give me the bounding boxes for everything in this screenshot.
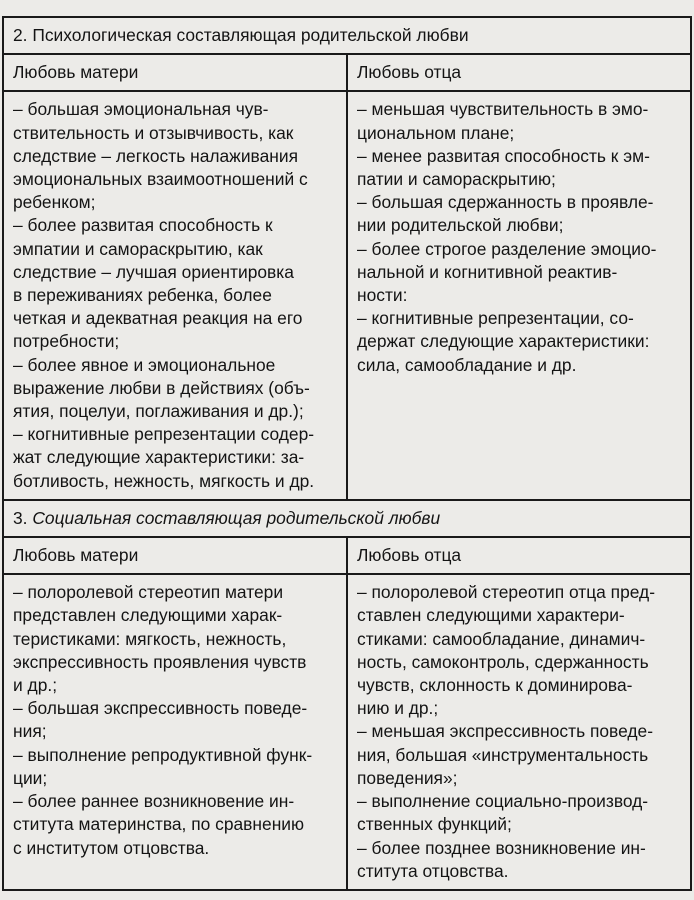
section-3-header-row	[3, 537, 691, 574]
text-line: ции;	[13, 767, 48, 788]
text-line: ности:	[357, 285, 408, 306]
text-line: – более строгое разделение эмоцио-	[357, 238, 657, 259]
text-line: – выполнение социально-производ-	[357, 791, 649, 812]
text-line: ститута материнства, по сравнению	[13, 814, 305, 835]
text-line: – более развитая способность к	[13, 215, 273, 236]
text-line: – большая сдержанность в проявле-	[357, 192, 654, 213]
section-2-mother-cell	[3, 91, 347, 499]
text-line: ственных функций;	[357, 814, 512, 835]
text-line: эмоциональных взаимоотношений с	[13, 169, 308, 190]
text-line: – менее развитая способность к эм-	[357, 145, 650, 166]
text-line: сила, самообладание и др.	[357, 354, 577, 375]
text-line: ребенком;	[13, 192, 96, 213]
text-line: ботливость, нежность, мягкость и др.	[13, 470, 315, 491]
text-line: ния;	[13, 721, 47, 742]
text-line: потребности;	[13, 331, 120, 352]
text-line: ститута отцовства.	[357, 860, 509, 881]
parental-love-table	[2, 16, 692, 891]
section-3-content-row	[3, 574, 691, 890]
text-line: ния, большая «инструментальность	[357, 744, 649, 765]
section-3-title-row	[3, 500, 691, 537]
text-line: ствительность и отзывчивость, как	[13, 122, 294, 143]
text-line: держат следующие характеристики:	[357, 331, 650, 352]
text-line: – полоролевой стереотип матери	[13, 582, 284, 603]
text-line: нии родительской любви;	[357, 215, 564, 236]
section-3-number: 3.	[13, 507, 28, 528]
text-line: эмпатии и самораскрытию, как	[13, 238, 263, 259]
text-line: теристиками: мягкость, нежность,	[13, 628, 287, 649]
text-line: – меньшая чувствительность в эмо-	[357, 99, 649, 120]
text-line: – большая экспрессивность поведе-	[13, 698, 308, 719]
text-line: – более позднее возникновение ин-	[357, 837, 646, 858]
section-3-mother-header: Любовь матери	[3, 537, 347, 574]
section-3-mother-cell	[3, 574, 347, 890]
text-line: патии и самораскрытию;	[357, 169, 556, 190]
text-line: и др.;	[13, 675, 58, 696]
text-line: циональном плане;	[357, 122, 515, 143]
text-line: следствие – легкость налаживания	[13, 145, 298, 166]
section-2-header-row	[3, 54, 691, 91]
text-line: – большая эмоциональная чув-	[13, 99, 269, 120]
text-line: чувств, склонность к доминирова-	[357, 675, 633, 696]
section-3-father-header: Любовь отца	[347, 537, 691, 574]
text-line: с институтом отцовства.	[13, 837, 210, 858]
text-line: нальной и когнитивной реактив-	[357, 261, 618, 282]
section-2-title: 2. Психологическая составляющая родительской любви	[3, 17, 691, 54]
text-line: – когнитивные репрезентации, со-	[357, 308, 634, 329]
text-line: поведения»;	[357, 767, 458, 788]
text-line: – более явное и эмоциональное	[13, 354, 276, 375]
section-2-title-row	[3, 17, 691, 54]
text-line: жат следующие характеристики: за-	[13, 447, 305, 468]
text-line: представлен следующими харак-	[13, 605, 283, 626]
text-line: следствие – лучшая ориентировка	[13, 261, 294, 282]
text-line: четкая и адекватная реакция на его	[13, 308, 303, 329]
section-3-title: Социальная составляющая родительской любви	[32, 507, 441, 528]
text-line: – меньшая экспрессивность поведе-	[357, 721, 654, 742]
text-line: ность, самоконтроль, сдержанность	[357, 651, 649, 672]
text-line: – более раннее возникновение ин-	[13, 791, 295, 812]
section-3-title-cell	[3, 500, 691, 537]
text-line: стиками: самообладание, динамич-	[357, 628, 646, 649]
section-2-content-row	[3, 91, 691, 499]
text-line: ставлен следующими характери-	[357, 605, 625, 626]
text-line: нию и др.;	[357, 698, 439, 719]
section-2-father-header: Любовь отца	[347, 54, 691, 91]
text-line: – когнитивные репрезентации содер-	[13, 424, 315, 445]
section-2-father-cell	[347, 91, 691, 499]
text-line: – полоролевой стереотип отца пред-	[357, 582, 656, 603]
text-line: выражение любви в действиях (объ-	[13, 377, 310, 398]
text-line: экспрессивность проявления чувств	[13, 651, 307, 672]
section-2-mother-header: Любовь матери	[3, 54, 347, 91]
text-line: – выполнение репродуктивной функ-	[13, 744, 313, 765]
text-line: ятия, поцелуи, поглаживания и др.);	[13, 401, 304, 422]
section-3-father-cell	[347, 574, 691, 890]
text-line: в переживаниях ребенка, более	[13, 285, 272, 306]
